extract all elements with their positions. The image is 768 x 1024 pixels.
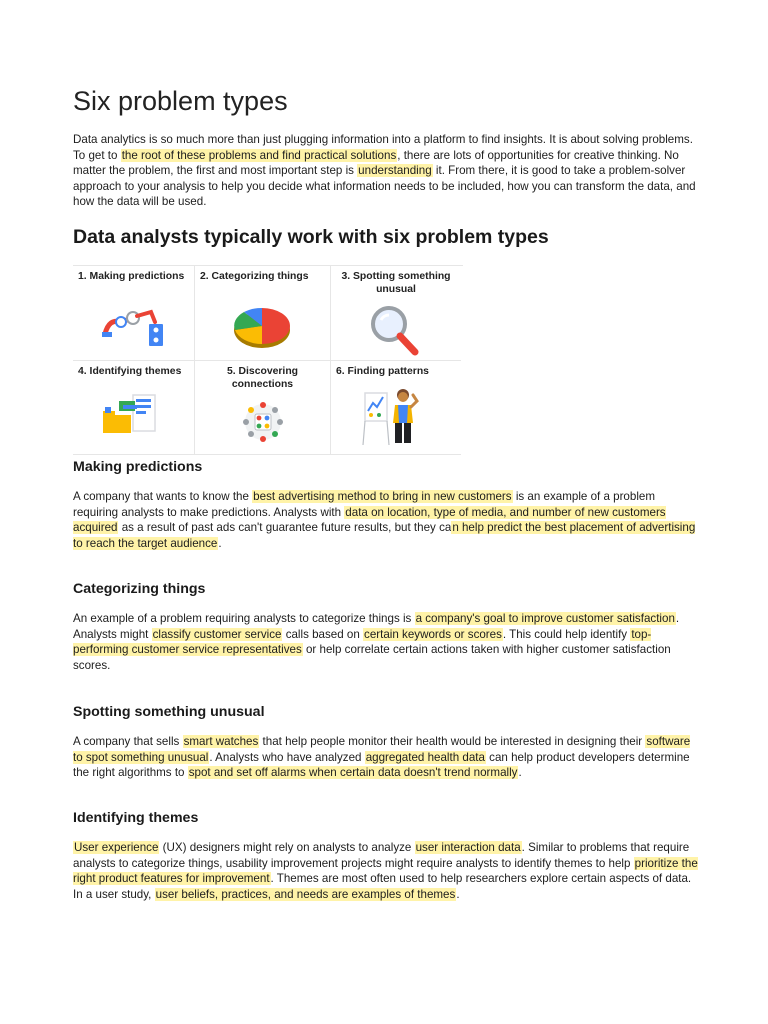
heading-identifying-themes: Identifying themes [73, 810, 199, 826]
text-span: or help correlate certain actions taken with higher customer satisfaction scores. [73, 643, 671, 672]
grid-label: 5. Discovering connections [226, 366, 299, 390]
grid-cell-identifying-themes [73, 361, 195, 455]
grid-label: 2. Categorizing things [200, 271, 309, 282]
grid-cell-categorizing-things [195, 266, 331, 361]
categorizing-paragraph [73, 611, 698, 673]
heading-making-predictions: Making predictions [73, 459, 203, 475]
text-span: . Analysts might [73, 612, 680, 641]
themes-paragraph [73, 840, 698, 902]
highlight-span: certain keywords or scores [364, 627, 502, 641]
network-icon [240, 399, 286, 445]
page-title: Six problem types [73, 86, 288, 116]
robot-arm-icon [99, 304, 169, 348]
section-categorizing-things [73, 611, 698, 673]
subtitle-heading: Data analysts typically work with six problem types [73, 226, 549, 248]
problem-types-grid [73, 265, 463, 455]
highlight-span: data on location, type of media, and number of new customers acquired [73, 505, 666, 535]
highlight-span: best advertising method to bring in new customers [253, 490, 512, 503]
text-span: as a result of past ads can't guarantee future results, but they ca [118, 521, 452, 535]
highlight-span: spot and set off alarms when certain data doesn't trend normally [188, 766, 518, 780]
magnifier-icon [367, 304, 423, 360]
intro-highlight-2: understanding [358, 164, 432, 178]
text-span: can help product developers determine the right algorithms to [73, 750, 690, 780]
highlight-span: prioritize the right product features for improvement [73, 856, 698, 886]
highlight-span: user beliefs, practices, and needs are examples of themes [155, 887, 456, 901]
heading-spotting-unusual: Spotting something unusual [73, 704, 265, 720]
text-span: (UX) designers might rely on analysts to analyze [159, 841, 415, 854]
highlight-span: n help predict the best placement of advertising to reach the target audience [73, 521, 696, 550]
grid-cell-spotting-unusual [331, 266, 461, 361]
grid-label: 4. Identifying themes [78, 366, 182, 377]
grid-cell-discovering-connections [195, 361, 331, 455]
section-making-predictions [73, 489, 698, 551]
pie-chart-icon [230, 304, 294, 350]
highlight-span: user interaction data [415, 841, 521, 854]
text-span: An example of a problem requiring analysts to categorize things is [73, 612, 415, 625]
highlight-span: aggregated health data [365, 750, 485, 764]
analyst-person-icon [361, 385, 425, 447]
highlight-span: smart watches [183, 735, 259, 748]
text-span: that help people monitor their health would be interested in designing their [259, 735, 646, 748]
text-span: A company that sells [73, 735, 183, 748]
text-span: is an example of a problem requiring analysts to make predictions. Analysts with [73, 490, 656, 519]
text-span: . This could help identify [502, 627, 631, 641]
text-span: . Analysts who have analyzed [209, 750, 365, 764]
highlight-span: classify customer service [152, 627, 282, 641]
intro-paragraph [73, 132, 698, 210]
section-spotting-unusual [73, 734, 698, 781]
unusual-paragraph [73, 734, 698, 781]
intro-highlight-1: the root of these problems and find practical solutions [121, 148, 397, 162]
intro-section [73, 132, 698, 210]
grid-label: 6. Finding patterns [336, 366, 429, 377]
grid-label: 1. Making predictions [78, 271, 185, 282]
intro-text-1: Data analytics is so much more than just plugging information into a platform to find insights. It is about solving problems. To get to [73, 133, 693, 162]
text-span: . Similar to problems that require analysts to categorize things, usability improvement projects might require analysts to identify themes to help [73, 841, 690, 870]
intro-text-2: , there are lots of opportunities for creative thinking. No matter the problem, the first and most important step is [73, 148, 679, 178]
text-span: . [218, 536, 222, 550]
text-span: calls based on [282, 627, 364, 641]
folders-icon [101, 391, 163, 437]
highlight-span: software to spot something unusual [73, 735, 691, 764]
grid-cell-finding-patterns [331, 361, 461, 455]
highlight-span: top-performing customer service representatives [73, 627, 652, 657]
text-span: . Themes are most often used to help researchers explore certain aspects of data. In a user study, [73, 872, 692, 901]
grid-cell-making-predictions [73, 266, 195, 361]
highlight-span: User experience [74, 841, 159, 854]
text-span: A company that wants to know the [73, 490, 253, 503]
section-identifying-themes [73, 840, 698, 902]
highlight-span: a company's goal to improve customer satisfaction [415, 612, 675, 625]
predictions-paragraph [73, 489, 698, 551]
text-span: . [518, 766, 522, 780]
heading-categorizing-things: Categorizing things [73, 581, 206, 597]
grid-label: 3. Spotting something unusual [341, 271, 451, 295]
intro-text-3: it. From there, it is good to take a problem-solver approach to your analysis to help you decide what information needs to be included, how you can transform the data, and how the data will be used. [73, 164, 696, 209]
text-span: . [456, 887, 460, 901]
